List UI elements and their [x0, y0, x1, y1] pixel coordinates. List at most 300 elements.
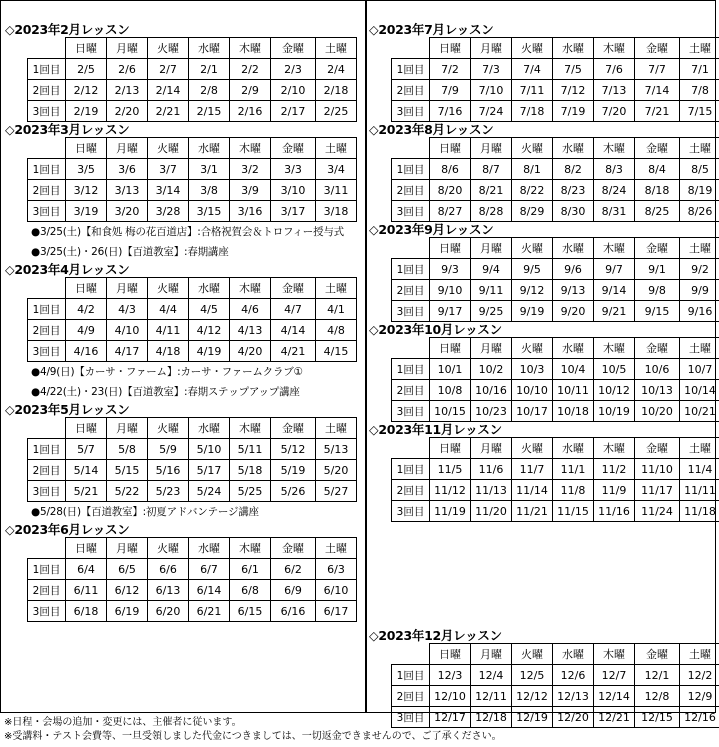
day-header: 水曜	[553, 38, 594, 59]
day-header: 火曜	[148, 538, 189, 559]
lesson-date-cell: 10/12	[594, 380, 635, 401]
day-header: 土曜	[316, 538, 357, 559]
lesson-date-cell: 2/12	[66, 80, 107, 101]
lesson-date-cell: 10/4	[553, 359, 594, 380]
table-row	[392, 380, 719, 401]
lesson-date-cell: 11/12	[430, 480, 471, 501]
lesson-date-cell: 4/1	[316, 299, 357, 320]
month-section	[369, 22, 719, 122]
table-corner	[28, 38, 66, 59]
day-header: 金曜	[635, 644, 680, 665]
lesson-date-cell: 3/9	[230, 180, 271, 201]
lesson-date-cell: 9/13	[553, 280, 594, 301]
lesson-date-cell: 9/1	[635, 259, 680, 280]
month-title-text: 2023年2月レッスン	[14, 22, 130, 37]
day-header: 火曜	[148, 418, 189, 439]
day-header: 金曜	[271, 38, 316, 59]
lesson-date-cell: 10/8	[430, 380, 471, 401]
lesson-date-cell: 3/8	[189, 180, 230, 201]
lesson-date-cell: 11/14	[512, 480, 553, 501]
lesson-date-cell: 6/21	[189, 601, 230, 622]
day-header-row	[392, 644, 719, 665]
lesson-date-cell: 4/4	[148, 299, 189, 320]
month-title	[5, 262, 363, 277]
lesson-date-cell: 9/20	[553, 301, 594, 322]
lesson-date-cell: 6/12	[107, 580, 148, 601]
lesson-date-cell: 11/13	[471, 480, 512, 501]
lesson-date-cell: 4/20	[230, 341, 271, 362]
month-section	[369, 322, 719, 422]
lesson-date-cell: 8/21	[471, 180, 512, 201]
day-header-row	[28, 538, 357, 559]
lesson-date-cell: 6/20	[148, 601, 189, 622]
lesson-date-cell: 8/30	[553, 201, 594, 222]
lesson-date-cell: 4/3	[107, 299, 148, 320]
event-note-text: 4/22(土)・23(日)【百道教室】:春期ステップアップ講座	[39, 386, 300, 398]
lesson-date-cell: 9/14	[594, 280, 635, 301]
table-row	[28, 481, 357, 502]
lesson-date-cell: 9/8	[635, 280, 680, 301]
lesson-date-cell: 4/17	[107, 341, 148, 362]
row-label: 2回目	[28, 320, 66, 341]
lesson-date-cell: 3/16	[230, 201, 271, 222]
table-corner	[28, 538, 66, 559]
lesson-date-cell: 8/2	[553, 159, 594, 180]
lesson-date-cell: 10/1	[430, 359, 471, 380]
lesson-date-cell: 2/8	[189, 80, 230, 101]
table-row	[392, 480, 719, 501]
lesson-date-cell: 7/10	[471, 80, 512, 101]
lesson-date-cell: 12/21	[594, 707, 635, 728]
lesson-date-cell: 12/5	[512, 665, 553, 686]
lesson-date-cell: 11/1	[553, 459, 594, 480]
lesson-date-cell: 12/1	[635, 665, 680, 686]
lesson-date-cell: 2/19	[66, 101, 107, 122]
day-header: 火曜	[148, 138, 189, 159]
lesson-date-cell: 7/20	[594, 101, 635, 122]
lesson-date-cell: 11/19	[430, 501, 471, 522]
lesson-date-cell: 4/5	[189, 299, 230, 320]
lesson-date-cell: 4/18	[148, 341, 189, 362]
day-header: 月曜	[471, 138, 512, 159]
row-label: 2回目	[28, 80, 66, 101]
month-title-text: 2023年4月レッスン	[14, 262, 130, 277]
day-header: 水曜	[189, 138, 230, 159]
lesson-date-cell: 5/14	[66, 460, 107, 481]
lesson-date-cell: 12/13	[553, 686, 594, 707]
row-label: 1回目	[28, 299, 66, 320]
table-row	[392, 180, 719, 201]
event-note	[31, 502, 363, 522]
lesson-date-cell: 7/9	[430, 80, 471, 101]
lesson-date-cell: 8/1	[512, 159, 553, 180]
day-header: 木曜	[230, 538, 271, 559]
lesson-date-cell: 12/7	[594, 665, 635, 686]
right-column	[369, 22, 719, 728]
row-label: 2回目	[392, 280, 430, 301]
month-title-text: 2023年7月レッスン	[378, 22, 494, 37]
row-label: 2回目	[28, 580, 66, 601]
lesson-date-cell: 2/9	[230, 80, 271, 101]
lesson-date-cell: 6/3	[316, 559, 357, 580]
lesson-date-cell: 8/3	[594, 159, 635, 180]
diamond-icon: ◇	[369, 222, 379, 237]
lesson-date-cell: 2/5	[66, 59, 107, 80]
table-row	[28, 101, 357, 122]
lesson-date-cell: 7/2	[430, 59, 471, 80]
lesson-date-cell: 10/21	[680, 401, 719, 422]
day-header: 金曜	[635, 338, 680, 359]
lesson-date-cell: 11/8	[553, 480, 594, 501]
diamond-icon: ◇	[369, 22, 379, 37]
lesson-date-cell: 10/18	[553, 401, 594, 422]
day-header: 土曜	[680, 238, 719, 259]
lesson-date-cell: 8/18	[635, 180, 680, 201]
lesson-date-cell: 10/15	[430, 401, 471, 422]
lesson-date-cell: 4/10	[107, 320, 148, 341]
table-row	[392, 359, 719, 380]
table-row	[392, 501, 719, 522]
lesson-date-cell: 12/12	[512, 686, 553, 707]
lesson-date-cell: 11/7	[512, 459, 553, 480]
lesson-date-cell: 12/19	[512, 707, 553, 728]
day-header-row	[392, 38, 719, 59]
lesson-date-cell: 8/29	[512, 201, 553, 222]
lesson-calendar-table	[27, 37, 357, 122]
lesson-date-cell: 11/9	[594, 480, 635, 501]
table-row	[28, 59, 357, 80]
row-label: 2回目	[392, 80, 430, 101]
lesson-date-cell: 11/17	[635, 480, 680, 501]
day-header: 月曜	[471, 644, 512, 665]
lesson-date-cell: 11/5	[430, 459, 471, 480]
lesson-date-cell: 7/24	[471, 101, 512, 122]
table-row	[28, 159, 357, 180]
left-column	[5, 22, 363, 622]
row-label: 3回目	[28, 481, 66, 502]
row-label: 3回目	[392, 501, 430, 522]
day-header: 火曜	[512, 438, 553, 459]
diamond-icon: ◇	[5, 522, 15, 537]
lesson-calendar-table	[27, 537, 357, 622]
lesson-date-cell: 8/28	[471, 201, 512, 222]
lesson-date-cell: 9/2	[680, 259, 719, 280]
lesson-date-cell: 6/5	[107, 559, 148, 580]
lesson-date-cell: 6/4	[66, 559, 107, 580]
lesson-date-cell: 12/11	[471, 686, 512, 707]
day-header: 水曜	[189, 38, 230, 59]
lesson-date-cell: 5/18	[230, 460, 271, 481]
table-row	[392, 201, 719, 222]
blank-gap	[369, 522, 719, 628]
diamond-icon: ◇	[369, 322, 379, 337]
footer-notes	[4, 716, 502, 744]
event-note	[31, 362, 363, 382]
lesson-date-cell: 7/5	[553, 59, 594, 80]
row-label: 1回目	[392, 59, 430, 80]
lesson-date-cell: 10/14	[680, 380, 719, 401]
month-title-text: 2023年11月レッスン	[378, 422, 502, 437]
footer-note: ※受講料・テスト会費等、一旦受領しました代金につきましては、一切返金できませんので、ご了承ください。	[4, 731, 502, 742]
day-header: 火曜	[512, 644, 553, 665]
lesson-date-cell: 12/15	[635, 707, 680, 728]
lesson-date-cell: 7/12	[553, 80, 594, 101]
table-corner	[28, 418, 66, 439]
lesson-date-cell: 3/2	[230, 159, 271, 180]
day-header: 火曜	[512, 138, 553, 159]
lesson-date-cell: 3/10	[271, 180, 316, 201]
bullet-icon: ●	[31, 226, 40, 238]
lesson-date-cell: 2/3	[271, 59, 316, 80]
lesson-date-cell: 2/6	[107, 59, 148, 80]
lesson-date-cell: 7/18	[512, 101, 553, 122]
day-header: 日曜	[430, 338, 471, 359]
lesson-date-cell: 4/13	[230, 320, 271, 341]
day-header: 木曜	[594, 438, 635, 459]
lesson-date-cell: 8/23	[553, 180, 594, 201]
month-title	[369, 222, 719, 237]
day-header: 土曜	[316, 278, 357, 299]
row-label: 1回目	[392, 159, 430, 180]
day-header: 金曜	[271, 278, 316, 299]
lesson-date-cell: 3/7	[148, 159, 189, 180]
lesson-date-cell: 2/2	[230, 59, 271, 80]
day-header: 月曜	[471, 38, 512, 59]
lesson-date-cell: 4/9	[66, 320, 107, 341]
table-row	[28, 80, 357, 101]
month-title	[5, 122, 363, 137]
day-header-row	[392, 238, 719, 259]
lesson-date-cell: 5/17	[189, 460, 230, 481]
lesson-date-cell: 4/14	[271, 320, 316, 341]
month-section	[5, 122, 363, 262]
lesson-date-cell: 3/1	[189, 159, 230, 180]
lesson-date-cell: 9/7	[594, 259, 635, 280]
row-label: 1回目	[28, 159, 66, 180]
day-header: 土曜	[680, 138, 719, 159]
table-row	[392, 59, 719, 80]
table-corner	[392, 644, 430, 665]
day-header: 月曜	[107, 418, 148, 439]
lesson-date-cell: 11/4	[680, 459, 719, 480]
lesson-date-cell: 3/28	[148, 201, 189, 222]
event-note-text: 4/9(日)【カーサ・ファーム】:カーサ・ファームクラブ①	[39, 366, 303, 378]
lesson-date-cell: 9/3	[430, 259, 471, 280]
lesson-date-cell: 9/6	[553, 259, 594, 280]
day-header: 日曜	[430, 138, 471, 159]
month-section	[369, 222, 719, 322]
lesson-date-cell: 12/14	[594, 686, 635, 707]
lesson-date-cell: 5/15	[107, 460, 148, 481]
lesson-date-cell: 2/21	[148, 101, 189, 122]
lesson-date-cell: 11/10	[635, 459, 680, 480]
lesson-date-cell: 9/21	[594, 301, 635, 322]
month-title	[5, 402, 363, 417]
day-header: 木曜	[230, 418, 271, 439]
lesson-date-cell: 5/8	[107, 439, 148, 460]
table-corner	[392, 238, 430, 259]
lesson-date-cell: 7/7	[635, 59, 680, 80]
day-header: 火曜	[512, 38, 553, 59]
row-label: 2回目	[392, 380, 430, 401]
lesson-date-cell: 9/12	[512, 280, 553, 301]
lesson-calendar-table	[391, 337, 719, 422]
lesson-date-cell: 6/8	[230, 580, 271, 601]
lesson-date-cell: 4/7	[271, 299, 316, 320]
lesson-date-cell: 9/10	[430, 280, 471, 301]
day-header: 水曜	[189, 538, 230, 559]
lesson-date-cell: 9/5	[512, 259, 553, 280]
lesson-date-cell: 10/17	[512, 401, 553, 422]
lesson-calendar-table	[391, 137, 719, 222]
day-header: 金曜	[271, 538, 316, 559]
lesson-date-cell: 9/15	[635, 301, 680, 322]
lesson-date-cell: 10/10	[512, 380, 553, 401]
lesson-date-cell: 2/18	[316, 80, 357, 101]
table-row	[392, 665, 719, 686]
day-header: 木曜	[594, 338, 635, 359]
lesson-date-cell: 4/2	[66, 299, 107, 320]
lesson-date-cell: 6/2	[271, 559, 316, 580]
lesson-date-cell: 2/1	[189, 59, 230, 80]
lesson-date-cell: 6/1	[230, 559, 271, 580]
lesson-calendar-table	[391, 437, 719, 522]
lesson-date-cell: 7/6	[594, 59, 635, 80]
column-divider	[365, 0, 367, 713]
lesson-date-cell: 4/16	[66, 341, 107, 362]
lesson-date-cell: 4/15	[316, 341, 357, 362]
lesson-date-cell: 7/21	[635, 101, 680, 122]
lesson-date-cell: 3/4	[316, 159, 357, 180]
lesson-date-cell: 8/25	[635, 201, 680, 222]
lesson-date-cell: 7/13	[594, 80, 635, 101]
table-row	[392, 459, 719, 480]
day-header: 水曜	[553, 644, 594, 665]
lesson-date-cell: 3/12	[66, 180, 107, 201]
lesson-date-cell: 12/18	[471, 707, 512, 728]
lesson-date-cell: 12/9	[680, 686, 719, 707]
lesson-date-cell: 6/16	[271, 601, 316, 622]
lesson-date-cell: 6/6	[148, 559, 189, 580]
day-header: 月曜	[107, 138, 148, 159]
lesson-date-cell: 11/21	[512, 501, 553, 522]
table-row	[28, 320, 357, 341]
row-label: 3回目	[392, 301, 430, 322]
lesson-date-cell: 10/13	[635, 380, 680, 401]
diamond-icon: ◇	[369, 628, 379, 643]
lesson-date-cell: 6/13	[148, 580, 189, 601]
row-label: 1回目	[392, 359, 430, 380]
lesson-date-cell: 9/19	[512, 301, 553, 322]
lesson-date-cell: 3/13	[107, 180, 148, 201]
day-header: 土曜	[680, 438, 719, 459]
lesson-date-cell: 3/18	[316, 201, 357, 222]
table-row	[28, 341, 357, 362]
day-header: 水曜	[553, 138, 594, 159]
lesson-date-cell: 5/12	[271, 439, 316, 460]
day-header: 月曜	[471, 438, 512, 459]
day-header: 月曜	[471, 238, 512, 259]
lesson-date-cell: 9/17	[430, 301, 471, 322]
lesson-date-cell: 10/5	[594, 359, 635, 380]
day-header: 月曜	[107, 538, 148, 559]
day-header: 水曜	[553, 338, 594, 359]
lesson-date-cell: 3/14	[148, 180, 189, 201]
day-header: 水曜	[189, 278, 230, 299]
lesson-date-cell: 12/4	[471, 665, 512, 686]
lesson-date-cell: 3/20	[107, 201, 148, 222]
day-header: 火曜	[512, 338, 553, 359]
lesson-date-cell: 7/19	[553, 101, 594, 122]
lesson-date-cell: 2/15	[189, 101, 230, 122]
lesson-date-cell: 12/16	[680, 707, 719, 728]
day-header-row	[392, 438, 719, 459]
lesson-date-cell: 2/13	[107, 80, 148, 101]
lesson-date-cell: 5/22	[107, 481, 148, 502]
lesson-date-cell: 10/2	[471, 359, 512, 380]
month-section	[5, 522, 363, 622]
day-header: 日曜	[430, 238, 471, 259]
lesson-date-cell: 12/3	[430, 665, 471, 686]
lesson-date-cell: 7/15	[680, 101, 719, 122]
day-header: 日曜	[66, 538, 107, 559]
day-header: 月曜	[471, 338, 512, 359]
table-corner	[392, 438, 430, 459]
lesson-date-cell: 7/11	[512, 80, 553, 101]
lesson-date-cell: 5/9	[148, 439, 189, 460]
day-header: 火曜	[148, 278, 189, 299]
lesson-date-cell: 11/2	[594, 459, 635, 480]
day-header-row	[28, 38, 357, 59]
diamond-icon: ◇	[5, 402, 15, 417]
row-label: 1回目	[28, 439, 66, 460]
lesson-date-cell: 8/20	[430, 180, 471, 201]
lesson-calendar-table	[27, 137, 357, 222]
month-section	[369, 122, 719, 222]
lesson-date-cell: 7/8	[680, 80, 719, 101]
table-row	[392, 401, 719, 422]
day-header: 日曜	[66, 278, 107, 299]
day-header-row	[392, 338, 719, 359]
day-header: 土曜	[680, 338, 719, 359]
day-header: 土曜	[316, 418, 357, 439]
day-header: 火曜	[512, 238, 553, 259]
month-title-text: 2023年9月レッスン	[378, 222, 494, 237]
lesson-calendar-table	[391, 237, 719, 322]
lesson-date-cell: 11/18	[680, 501, 719, 522]
lesson-date-cell: 4/21	[271, 341, 316, 362]
lesson-date-cell: 4/8	[316, 320, 357, 341]
lesson-date-cell: 6/11	[66, 580, 107, 601]
table-corner	[28, 138, 66, 159]
day-header: 金曜	[635, 138, 680, 159]
lesson-date-cell: 12/2	[680, 665, 719, 686]
lesson-date-cell: 10/16	[471, 380, 512, 401]
table-corner	[392, 38, 430, 59]
table-row	[392, 280, 719, 301]
lesson-date-cell: 8/26	[680, 201, 719, 222]
lesson-date-cell: 8/4	[635, 159, 680, 180]
table-row	[28, 201, 357, 222]
month-title-text: 2023年6月レッスン	[14, 522, 130, 537]
lesson-date-cell: 3/5	[66, 159, 107, 180]
day-header: 木曜	[230, 278, 271, 299]
lesson-date-cell: 10/3	[512, 359, 553, 380]
month-title-text: 2023年3月レッスン	[14, 122, 130, 137]
lesson-date-cell: 4/6	[230, 299, 271, 320]
lesson-date-cell: 7/16	[430, 101, 471, 122]
lesson-date-cell: 2/25	[316, 101, 357, 122]
